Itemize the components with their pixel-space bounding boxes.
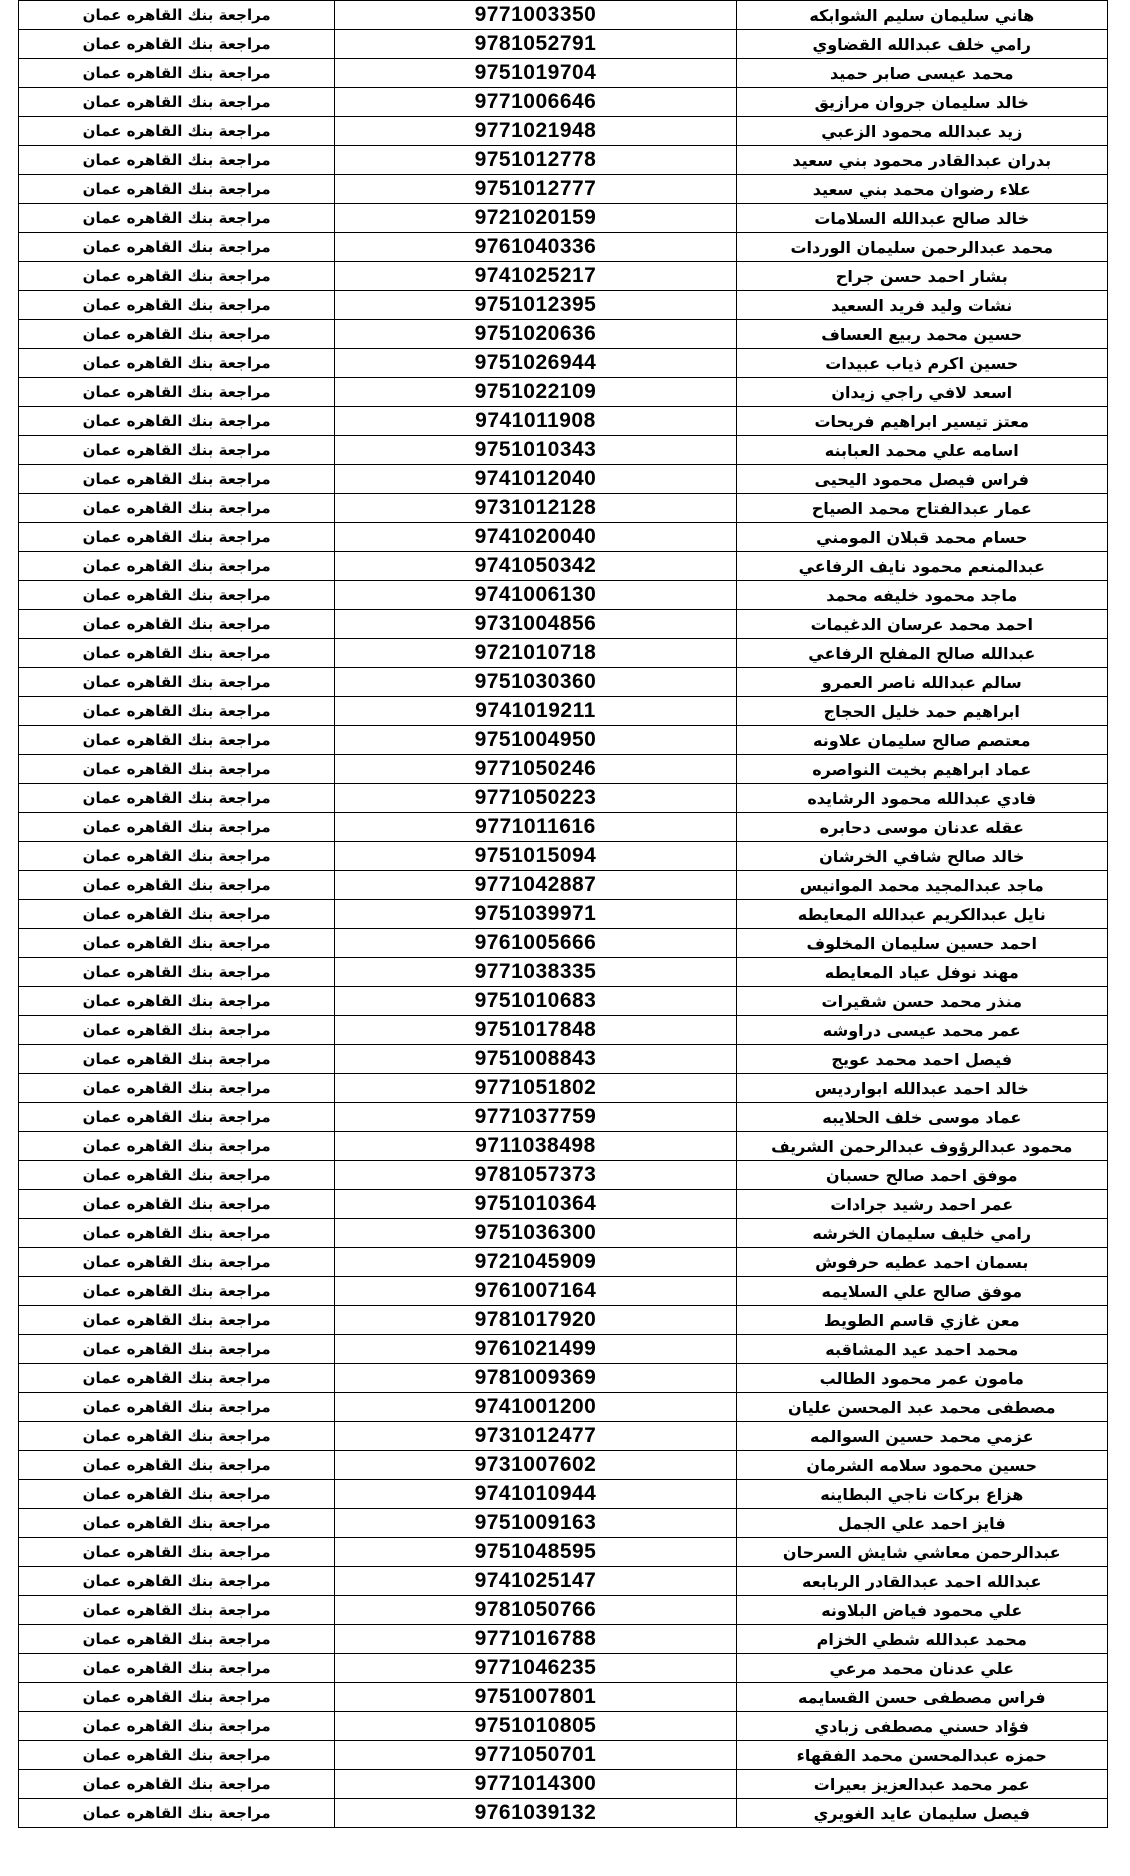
number-cell: 9711038498 (335, 1132, 736, 1161)
name-cell: حسين اكرم ذياب عبيدات (736, 349, 1107, 378)
table-row (19, 1625, 1108, 1654)
note-cell: مراجعة بنك القاهره عمان (19, 1364, 335, 1393)
table-row (19, 262, 1108, 291)
note-cell: مراجعة بنك القاهره عمان (19, 494, 335, 523)
number-cell: 9751022109 (335, 378, 736, 407)
number-cell: 9741011908 (335, 407, 736, 436)
table-row (19, 1103, 1108, 1132)
note-cell: مراجعة بنك القاهره عمان (19, 320, 335, 349)
note-cell: مراجعة بنك القاهره عمان (19, 1625, 335, 1654)
note-cell: مراجعة بنك القاهره عمان (19, 1074, 335, 1103)
table-row (19, 436, 1108, 465)
number-cell: 9771014300 (335, 1770, 736, 1799)
table-row (19, 175, 1108, 204)
number-cell: 9771037759 (335, 1103, 736, 1132)
note-cell: مراجعة بنك القاهره عمان (19, 233, 335, 262)
number-cell: 9721010718 (335, 639, 736, 668)
table-row (19, 668, 1108, 697)
name-cell: محمد عبدالله شطي الخزام (736, 1625, 1107, 1654)
note-cell: مراجعة بنك القاهره عمان (19, 1016, 335, 1045)
name-cell: عمر محمد عيسى دراوشه (736, 1016, 1107, 1045)
table-row (19, 871, 1108, 900)
table-row (19, 958, 1108, 987)
table-row (19, 1, 1108, 30)
number-cell: 9761007164 (335, 1277, 736, 1306)
note-cell: مراجعة بنك القاهره عمان (19, 1480, 335, 1509)
number-cell: 9741019211 (335, 697, 736, 726)
note-cell: مراجعة بنك القاهره عمان (19, 1712, 335, 1741)
number-cell: 9731012128 (335, 494, 736, 523)
number-cell: 9751009163 (335, 1509, 736, 1538)
table-row (19, 1712, 1108, 1741)
number-cell: 9751010364 (335, 1190, 736, 1219)
table-row (19, 1654, 1108, 1683)
note-cell: مراجعة بنك القاهره عمان (19, 929, 335, 958)
note-cell: مراجعة بنك القاهره عمان (19, 1393, 335, 1422)
table-row (19, 1219, 1108, 1248)
name-cell: بسمان احمد عطيه حرفوش (736, 1248, 1107, 1277)
note-cell: مراجعة بنك القاهره عمان (19, 1161, 335, 1190)
name-cell: مهند نوفل عياد المعايطه (736, 958, 1107, 987)
table-row (19, 349, 1108, 378)
table-row (19, 726, 1108, 755)
name-cell: معتز تيسير ابراهيم فريحات (736, 407, 1107, 436)
number-cell: 9751012778 (335, 146, 736, 175)
number-cell: 9751012395 (335, 291, 736, 320)
number-cell: 9761005666 (335, 929, 736, 958)
number-cell: 9731004856 (335, 610, 736, 639)
note-cell: مراجعة بنك القاهره عمان (19, 465, 335, 494)
table-row (19, 1248, 1108, 1277)
number-cell: 9751048595 (335, 1538, 736, 1567)
table-row (19, 407, 1108, 436)
name-cell: زيد عبدالله محمود الزعبي (736, 117, 1107, 146)
name-cell: هزاع بركات ناجي البطاينه (736, 1480, 1107, 1509)
table-row (19, 1074, 1108, 1103)
table-row (19, 1741, 1108, 1770)
number-cell: 9741006130 (335, 581, 736, 610)
name-cell: موفق احمد صالح حسبان (736, 1161, 1107, 1190)
note-cell: مراجعة بنك القاهره عمان (19, 639, 335, 668)
name-cell: رامي خليف سليمان الخرشه (736, 1219, 1107, 1248)
name-cell: خالد صالح شافي الخرشان (736, 842, 1107, 871)
name-cell: مامون عمر محمود الطالب (736, 1364, 1107, 1393)
table-row (19, 1509, 1108, 1538)
note-cell: مراجعة بنك القاهره عمان (19, 552, 335, 581)
table-row (19, 1799, 1108, 1828)
number-cell: 9751007801 (335, 1683, 736, 1712)
name-cell: بدران عبدالقادر محمود بني سعيد (736, 146, 1107, 175)
number-cell: 9771038335 (335, 958, 736, 987)
note-cell: مراجعة بنك القاهره عمان (19, 1770, 335, 1799)
number-cell: 9741025147 (335, 1567, 736, 1596)
name-cell: فؤاد حسني مصطفى زبادي (736, 1712, 1107, 1741)
name-cell: عبدالله احمد عبدالقادر الربابعه (736, 1567, 1107, 1596)
note-cell: مراجعة بنك القاهره عمان (19, 1567, 335, 1596)
note-cell: مراجعة بنك القاهره عمان (19, 1335, 335, 1364)
note-cell: مراجعة بنك القاهره عمان (19, 262, 335, 291)
number-cell: 9741001200 (335, 1393, 736, 1422)
table-row (19, 204, 1108, 233)
table-row (19, 987, 1108, 1016)
note-cell: مراجعة بنك القاهره عمان (19, 842, 335, 871)
table-row (19, 1451, 1108, 1480)
note-cell: مراجعة بنك القاهره عمان (19, 668, 335, 697)
note-cell: مراجعة بنك القاهره عمان (19, 610, 335, 639)
number-cell: 9751012777 (335, 175, 736, 204)
number-cell: 9781009369 (335, 1364, 736, 1393)
table-row (19, 1277, 1108, 1306)
name-cell: منذر محمد حسن شقيرات (736, 987, 1107, 1016)
table-row (19, 320, 1108, 349)
table-row (19, 117, 1108, 146)
number-cell: 9761021499 (335, 1335, 736, 1364)
name-cell: مصطفى محمد عبد المحسن عليان (736, 1393, 1107, 1422)
name-cell: حمزه عبدالمحسن محمد الفقهاء (736, 1741, 1107, 1770)
table-row (19, 1567, 1108, 1596)
name-cell: خالد صالح عبدالله السلامات (736, 204, 1107, 233)
table-row (19, 1306, 1108, 1335)
number-cell: 9761040336 (335, 233, 736, 262)
table-row (19, 1596, 1108, 1625)
name-cell: خالد سليمان جروان مرازيق (736, 88, 1107, 117)
name-cell: علي عدنان محمد مرعي (736, 1654, 1107, 1683)
note-cell: مراجعة بنك القاهره عمان (19, 697, 335, 726)
note-cell: مراجعة بنك القاهره عمان (19, 755, 335, 784)
number-cell: 9761039132 (335, 1799, 736, 1828)
table-row (19, 1132, 1108, 1161)
table-row (19, 291, 1108, 320)
table-row (19, 842, 1108, 871)
note-cell: مراجعة بنك القاهره عمان (19, 204, 335, 233)
note-cell: مراجعة بنك القاهره عمان (19, 291, 335, 320)
name-cell: عبدالمنعم محمود نايف الرفاعي (736, 552, 1107, 581)
name-cell: فايز احمد علي الجمل (736, 1509, 1107, 1538)
number-cell: 9751015094 (335, 842, 736, 871)
name-cell: علاء رضوان محمد بني سعيد (736, 175, 1107, 204)
table-row (19, 1335, 1108, 1364)
name-cell: نشات وليد فريد السعيد (736, 291, 1107, 320)
number-cell: 9771050701 (335, 1741, 736, 1770)
table-row (19, 639, 1108, 668)
table-row (19, 697, 1108, 726)
note-cell: مراجعة بنك القاهره عمان (19, 1683, 335, 1712)
note-cell: مراجعة بنك القاهره عمان (19, 349, 335, 378)
note-cell: مراجعة بنك القاهره عمان (19, 1103, 335, 1132)
number-cell: 9771050246 (335, 755, 736, 784)
table-row (19, 813, 1108, 842)
name-cell: عماد ابراهيم بخيت النواصره (736, 755, 1107, 784)
name-cell: حسين محمود سلامه الشرمان (736, 1451, 1107, 1480)
number-cell: 9781052791 (335, 30, 736, 59)
number-cell: 9751008843 (335, 1045, 736, 1074)
table-row (19, 1422, 1108, 1451)
number-cell: 9771016788 (335, 1625, 736, 1654)
name-cell: حسين محمد ربيع العساف (736, 320, 1107, 349)
name-cell: احمد محمد عرسان الدغيمات (736, 610, 1107, 639)
name-cell: اسعد لافي راجي زيدان (736, 378, 1107, 407)
number-cell: 9721045909 (335, 1248, 736, 1277)
name-cell: علي محمود فياض البلاونه (736, 1596, 1107, 1625)
name-cell: موفق صالح علي السلايمه (736, 1277, 1107, 1306)
number-cell: 9771011616 (335, 813, 736, 842)
table-row (19, 610, 1108, 639)
name-cell: نايل عبدالكريم عبدالله المعايطه (736, 900, 1107, 929)
note-cell: مراجعة بنك القاهره عمان (19, 88, 335, 117)
name-cell: احمد حسين سليمان المخلوف (736, 929, 1107, 958)
number-cell: 9751019704 (335, 59, 736, 88)
number-cell: 9781050766 (335, 1596, 736, 1625)
name-cell: ماجد محمود خليفه محمد (736, 581, 1107, 610)
note-cell: مراجعة بنك القاهره عمان (19, 1654, 335, 1683)
number-cell: 9771050223 (335, 784, 736, 813)
name-cell: عماد موسى خلف الحلايبه (736, 1103, 1107, 1132)
number-cell: 9771003350 (335, 1, 736, 30)
number-cell: 9751010683 (335, 987, 736, 1016)
name-cell: فادي عبدالله محمود الرشايده (736, 784, 1107, 813)
name-cell: حسام محمد قبلان المومني (736, 523, 1107, 552)
table-row (19, 465, 1108, 494)
number-cell: 9771042887 (335, 871, 736, 900)
number-cell: 9751004950 (335, 726, 736, 755)
name-cell: فيصل سليمان عايد الغويري (736, 1799, 1107, 1828)
note-cell: مراجعة بنك القاهره عمان (19, 1132, 335, 1161)
table-row (19, 494, 1108, 523)
table-row (19, 552, 1108, 581)
table-row (19, 784, 1108, 813)
note-cell: مراجعة بنك القاهره عمان (19, 1045, 335, 1074)
table-row (19, 1161, 1108, 1190)
number-cell: 9751026944 (335, 349, 736, 378)
name-cell: رامي خلف عبدالله القضاوي (736, 30, 1107, 59)
note-cell: مراجعة بنك القاهره عمان (19, 1, 335, 30)
table-row (19, 1480, 1108, 1509)
number-cell: 9771051802 (335, 1074, 736, 1103)
table-row (19, 523, 1108, 552)
number-cell: 9741012040 (335, 465, 736, 494)
note-cell: مراجعة بنك القاهره عمان (19, 30, 335, 59)
name-cell: محمد عيسى صابر حميد (736, 59, 1107, 88)
name-cell: عبدالرحمن معاشي شايش السرحان (736, 1538, 1107, 1567)
note-cell: مراجعة بنك القاهره عمان (19, 117, 335, 146)
number-cell: 9771006646 (335, 88, 736, 117)
note-cell: مراجعة بنك القاهره عمان (19, 871, 335, 900)
name-cell: ابراهيم حمد خليل الحجاج (736, 697, 1107, 726)
number-cell: 9751010343 (335, 436, 736, 465)
table-row (19, 1683, 1108, 1712)
table-row (19, 900, 1108, 929)
number-cell: 9781057373 (335, 1161, 736, 1190)
name-cell: عمر محمد عبدالعزيز بعيرات (736, 1770, 1107, 1799)
name-cell: عمار عبدالفتاح محمد الصياح (736, 494, 1107, 523)
number-cell: 9741010944 (335, 1480, 736, 1509)
note-cell: مراجعة بنك القاهره عمان (19, 1509, 335, 1538)
note-cell: مراجعة بنك القاهره عمان (19, 987, 335, 1016)
name-cell: عمر احمد رشيد جرادات (736, 1190, 1107, 1219)
number-cell: 9751010805 (335, 1712, 736, 1741)
table-row (19, 755, 1108, 784)
number-cell: 9741025217 (335, 262, 736, 291)
note-cell: مراجعة بنك القاهره عمان (19, 1451, 335, 1480)
number-cell: 9741050342 (335, 552, 736, 581)
note-cell: مراجعة بنك القاهره عمان (19, 146, 335, 175)
table-row (19, 378, 1108, 407)
table-row (19, 30, 1108, 59)
name-cell: عقله عدنان موسى دحابره (736, 813, 1107, 842)
number-cell: 9751030360 (335, 668, 736, 697)
number-cell: 9751017848 (335, 1016, 736, 1045)
note-cell: مراجعة بنك القاهره عمان (19, 1741, 335, 1770)
table-row (19, 1016, 1108, 1045)
note-cell: مراجعة بنك القاهره عمان (19, 900, 335, 929)
name-cell: ماجد عبدالمجيد محمد الموانيس (736, 871, 1107, 900)
note-cell: مراجعة بنك القاهره عمان (19, 1306, 335, 1335)
number-cell: 9751020636 (335, 320, 736, 349)
note-cell: مراجعة بنك القاهره عمان (19, 175, 335, 204)
name-cell: محمد احمد عيد المشاقبه (736, 1335, 1107, 1364)
table-row (19, 929, 1108, 958)
table-row (19, 1364, 1108, 1393)
note-cell: مراجعة بنك القاهره عمان (19, 958, 335, 987)
name-cell: فراس مصطفى حسن القسايمه (736, 1683, 1107, 1712)
note-cell: مراجعة بنك القاهره عمان (19, 813, 335, 842)
number-cell: 9741020040 (335, 523, 736, 552)
note-cell: مراجعة بنك القاهره عمان (19, 1422, 335, 1451)
number-cell: 9751039971 (335, 900, 736, 929)
table-row (19, 1045, 1108, 1074)
table-row (19, 88, 1108, 117)
name-cell: محمد عبدالرحمن سليمان الوردات (736, 233, 1107, 262)
number-cell: 9781017920 (335, 1306, 736, 1335)
name-cell: معن غازي قاسم الطويط (736, 1306, 1107, 1335)
name-cell: عبدالله صالح المفلح الرفاعي (736, 639, 1107, 668)
name-cell: معتصم صالح سليمان علاونه (736, 726, 1107, 755)
table-row (19, 1190, 1108, 1219)
note-cell: مراجعة بنك القاهره عمان (19, 581, 335, 610)
note-cell: مراجعة بنك القاهره عمان (19, 1248, 335, 1277)
name-cell: فراس فيصل محمود اليحيى (736, 465, 1107, 494)
note-cell: مراجعة بنك القاهره عمان (19, 1190, 335, 1219)
number-cell: 9751036300 (335, 1219, 736, 1248)
number-cell: 9771046235 (335, 1654, 736, 1683)
table-row (19, 1393, 1108, 1422)
number-cell: 9771021948 (335, 117, 736, 146)
note-cell: مراجعة بنك القاهره عمان (19, 726, 335, 755)
note-cell: مراجعة بنك القاهره عمان (19, 1538, 335, 1567)
note-cell: مراجعة بنك القاهره عمان (19, 59, 335, 88)
name-cell: خالد احمد عبدالله ابوارديس (736, 1074, 1107, 1103)
table-row (19, 233, 1108, 262)
table-row (19, 1770, 1108, 1799)
name-cell: اسامه علي محمد العبابنه (736, 436, 1107, 465)
note-cell: مراجعة بنك القاهره عمان (19, 784, 335, 813)
number-cell: 9721020159 (335, 204, 736, 233)
table-row (19, 59, 1108, 88)
note-cell: مراجعة بنك القاهره عمان (19, 1799, 335, 1828)
table-row (19, 146, 1108, 175)
note-cell: مراجعة بنك القاهره عمان (19, 1596, 335, 1625)
name-cell: فيصل احمد محمد عويج (736, 1045, 1107, 1074)
number-cell: 9731007602 (335, 1451, 736, 1480)
note-cell: مراجعة بنك القاهره عمان (19, 1219, 335, 1248)
note-cell: مراجعة بنك القاهره عمان (19, 1277, 335, 1306)
note-cell: مراجعة بنك القاهره عمان (19, 436, 335, 465)
number-cell: 9731012477 (335, 1422, 736, 1451)
name-cell: محمود عبدالرؤوف عبدالرحمن الشريف (736, 1132, 1107, 1161)
name-cell: هاني سليمان سليم الشوابكه (736, 1, 1107, 30)
data-table (18, 0, 1108, 1828)
table-body (19, 1, 1108, 1828)
note-cell: مراجعة بنك القاهره عمان (19, 407, 335, 436)
table-row (19, 1538, 1108, 1567)
note-cell: مراجعة بنك القاهره عمان (19, 523, 335, 552)
table-row (19, 581, 1108, 610)
name-cell: سالم عبدالله ناصر العمرو (736, 668, 1107, 697)
name-cell: بشار احمد حسن جراح (736, 262, 1107, 291)
note-cell: مراجعة بنك القاهره عمان (19, 378, 335, 407)
name-cell: عزمي محمد حسين السوالمه (736, 1422, 1107, 1451)
